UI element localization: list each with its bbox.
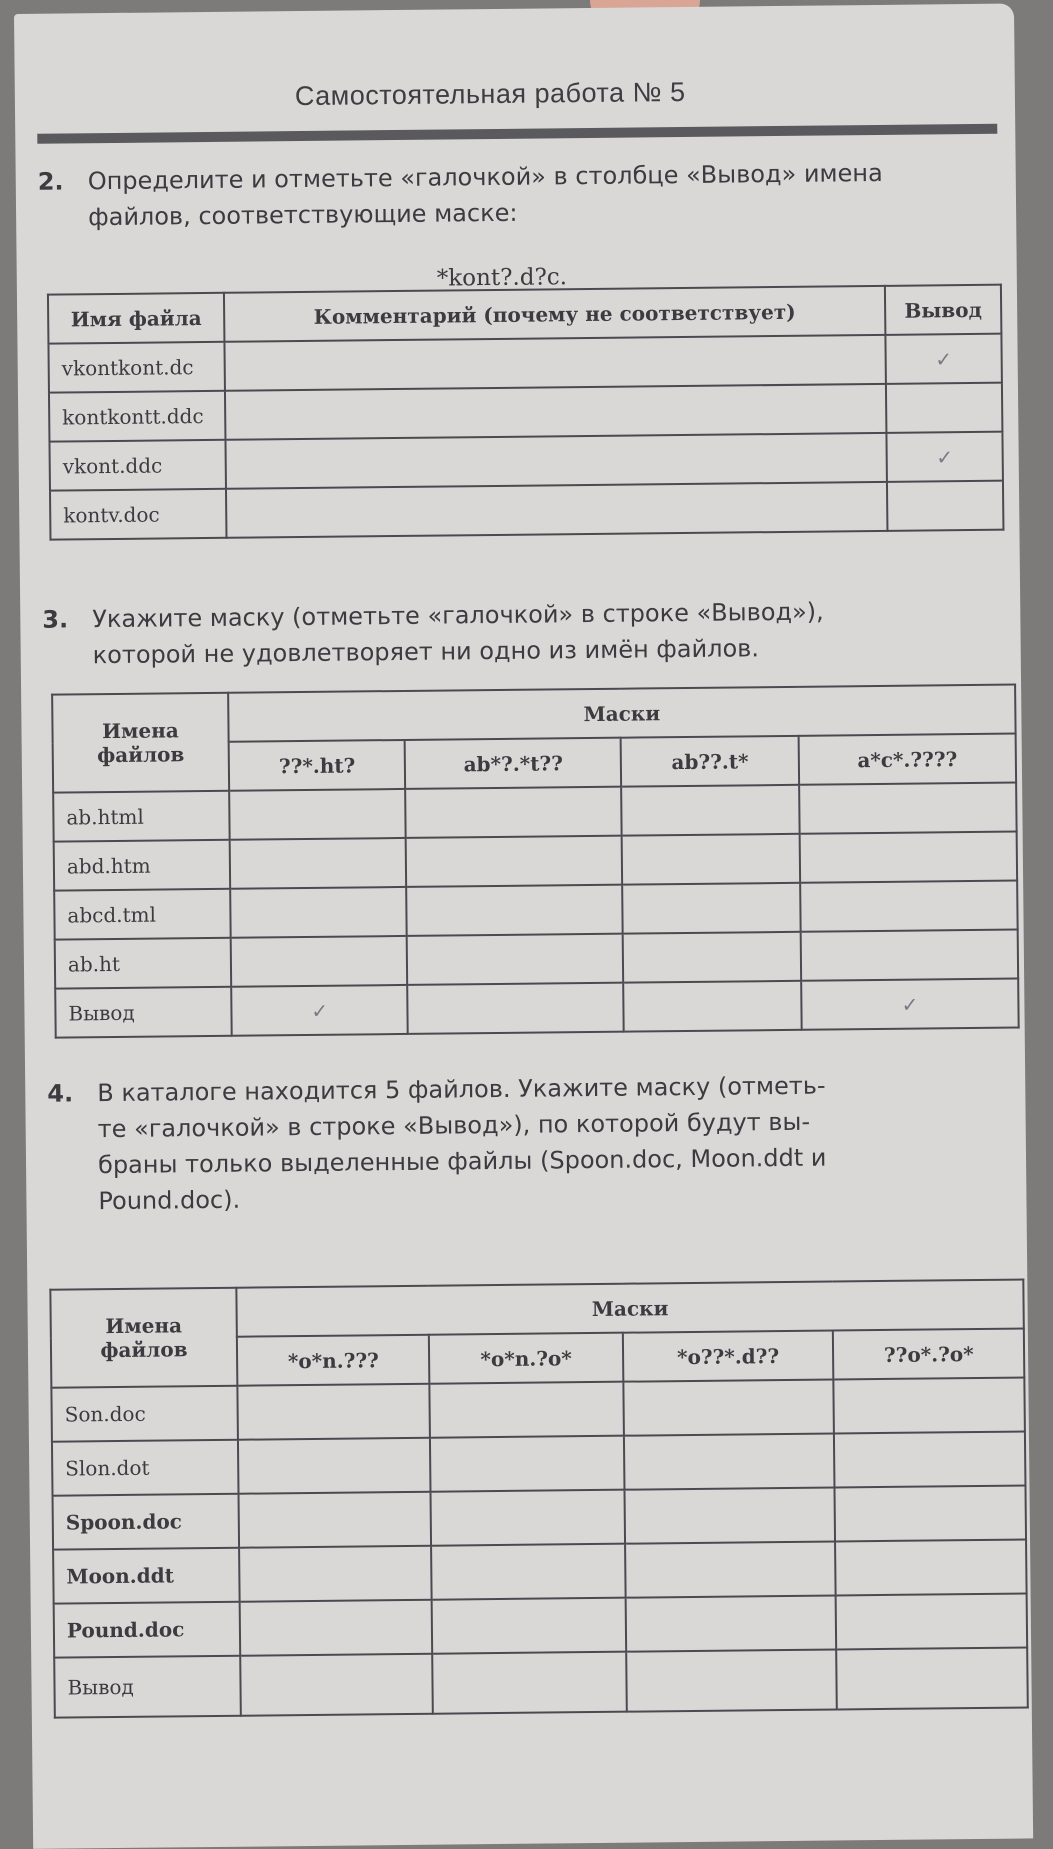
header-divider	[37, 124, 997, 144]
file-name-cell: ab.ht	[55, 938, 232, 989]
task-number: 4.	[47, 1079, 74, 1108]
comment-cell[interactable]	[225, 384, 886, 440]
answer-cell[interactable]	[230, 887, 407, 938]
column-header-output: Вывод	[885, 285, 1002, 335]
file-name-cell: kontkontt.ddc	[49, 391, 226, 442]
answer-cell[interactable]	[431, 1490, 625, 1546]
output-check-cell[interactable]	[240, 1654, 433, 1716]
file-name-cell: ab.html	[53, 791, 230, 842]
task-2-instructions	[38, 155, 884, 236]
column-header-masks: Маски	[236, 1280, 1023, 1337]
column-header-file-name: Имя файла	[48, 293, 225, 344]
answer-cell[interactable]	[624, 1487, 835, 1543]
task-text-line: Укажите маску (отметьте «галочкой» в строке «Вывод»),	[92, 597, 824, 634]
mask-header: ??*.ht?	[229, 740, 406, 791]
answer-cell[interactable]	[229, 789, 406, 840]
output-check-cell[interactable]	[886, 383, 1003, 433]
task-text-line: Определите и отметьте «галочкой» в столбце «Вывод» имена	[87, 158, 883, 196]
task-text-line: браны только выделенные файлы (Spoon.doc, Moon.ddt и	[97, 1143, 827, 1180]
file-name-cell: Spoon.doc	[53, 1494, 240, 1550]
answer-cell[interactable]	[621, 785, 799, 836]
mask-header: ab*?.*t??	[405, 738, 621, 789]
answer-cell[interactable]	[801, 930, 1019, 981]
answer-cell[interactable]	[407, 934, 623, 985]
file-name-cell: Pound.doc	[54, 1602, 241, 1658]
comment-cell[interactable]	[224, 335, 885, 391]
mask-header: *o??*.d??	[622, 1330, 833, 1381]
column-header-file-names: Имена файлов	[50, 1288, 237, 1388]
column-header-file-names: Имена файлов	[52, 693, 229, 793]
output-check-cell[interactable]: ✓	[886, 432, 1003, 482]
answer-cell[interactable]	[800, 832, 1018, 883]
output-label: Вывод	[54, 1656, 241, 1718]
file-name-cell: vkont.ddc	[49, 440, 226, 491]
comment-cell[interactable]	[225, 433, 886, 489]
answer-cell[interactable]	[430, 1436, 624, 1492]
output-check-cell[interactable]	[887, 481, 1004, 531]
output-check-cell[interactable]	[626, 1649, 838, 1711]
answer-cell[interactable]	[238, 1438, 431, 1494]
answer-cell[interactable]	[836, 1593, 1027, 1649]
column-header-comment: Комментарий (почему не соответствует)	[224, 286, 885, 342]
answer-cell[interactable]	[625, 1541, 836, 1597]
task-number: 3.	[42, 605, 69, 634]
task-2-mask: *kont?.d?c.	[436, 264, 568, 292]
file-name-cell: Moon.ddt	[53, 1548, 240, 1604]
file-name-cell: kontv.doc	[50, 489, 227, 540]
answer-cell[interactable]	[239, 1546, 432, 1602]
output-check-cell[interactable]: ✓	[231, 985, 408, 1036]
mask-header: a*c*.????	[799, 734, 1017, 785]
task-4-table	[49, 1278, 1028, 1718]
answer-cell[interactable]	[240, 1600, 433, 1656]
answer-cell[interactable]	[231, 936, 408, 987]
file-name-cell: Slon.dot	[52, 1440, 239, 1496]
task-3-table	[51, 684, 1020, 1039]
output-label: Вывод	[55, 987, 232, 1038]
task-text-line: Pound.doc).	[98, 1185, 241, 1216]
comment-cell[interactable]	[226, 482, 887, 538]
answer-cell[interactable]	[800, 881, 1018, 932]
answer-cell[interactable]	[835, 1485, 1026, 1541]
output-check-cell[interactable]: ✓	[885, 334, 1002, 384]
answer-cell[interactable]	[432, 1598, 626, 1654]
mask-header: ??o*.?o*	[833, 1328, 1024, 1379]
answer-cell[interactable]	[623, 932, 801, 983]
answer-cell[interactable]	[622, 883, 800, 934]
task-2-table	[47, 284, 1005, 541]
answer-cell[interactable]	[407, 885, 623, 936]
output-check-cell[interactable]	[408, 983, 624, 1034]
workbook-page	[14, 4, 1033, 1849]
task-text-line: которой не удовлетворяет ни одно из имён файлов.	[92, 634, 760, 670]
answer-cell[interactable]	[834, 1431, 1025, 1487]
file-name-cell: abcd.tml	[54, 889, 231, 940]
answer-cell[interactable]	[239, 1492, 432, 1548]
file-name-cell: abd.htm	[54, 840, 231, 891]
answer-cell[interactable]	[237, 1384, 430, 1440]
output-check-cell[interactable]: ✓	[801, 979, 1019, 1030]
answer-cell[interactable]	[406, 836, 622, 887]
answer-cell[interactable]	[622, 834, 800, 885]
answer-cell[interactable]	[625, 1595, 836, 1651]
answer-cell[interactable]	[230, 838, 407, 889]
output-row	[55, 979, 1018, 1038]
output-check-cell[interactable]	[623, 981, 801, 1032]
output-row	[54, 1647, 1028, 1717]
output-check-cell[interactable]	[837, 1647, 1028, 1709]
task-3-instructions	[42, 594, 824, 674]
mask-header: *o*n.???	[237, 1335, 430, 1386]
output-check-cell[interactable]	[433, 1652, 627, 1714]
answer-cell[interactable]	[834, 1377, 1025, 1433]
answer-cell[interactable]	[406, 787, 622, 838]
table-row	[50, 481, 1003, 540]
task-text-line: файлов, соответствующие маске:	[87, 198, 518, 232]
page-title: Самостоятельная работа № 5	[294, 76, 686, 112]
answer-cell[interactable]	[623, 1433, 834, 1489]
task-text-line: В каталоге находится 5 файлов. Укажите маску (отметь-	[97, 1071, 826, 1108]
answer-cell[interactable]	[799, 783, 1017, 834]
task-number: 2.	[37, 167, 64, 196]
task-4-instructions	[47, 1068, 827, 1220]
task-text-line: те «галочкой» в строке «Вывод»), по которой будут вы-	[97, 1107, 811, 1144]
mask-header: ab??.t*	[621, 736, 799, 787]
answer-cell[interactable]	[432, 1544, 626, 1600]
file-name-cell: vkontkont.dc	[48, 342, 225, 393]
file-name-cell: Son.doc	[51, 1386, 238, 1442]
answer-cell[interactable]	[430, 1382, 624, 1438]
answer-cell[interactable]	[835, 1539, 1026, 1595]
column-header-masks: Маски	[228, 685, 1015, 742]
answer-cell[interactable]	[623, 1379, 834, 1435]
mask-header: *o*n.?o*	[429, 1333, 623, 1384]
